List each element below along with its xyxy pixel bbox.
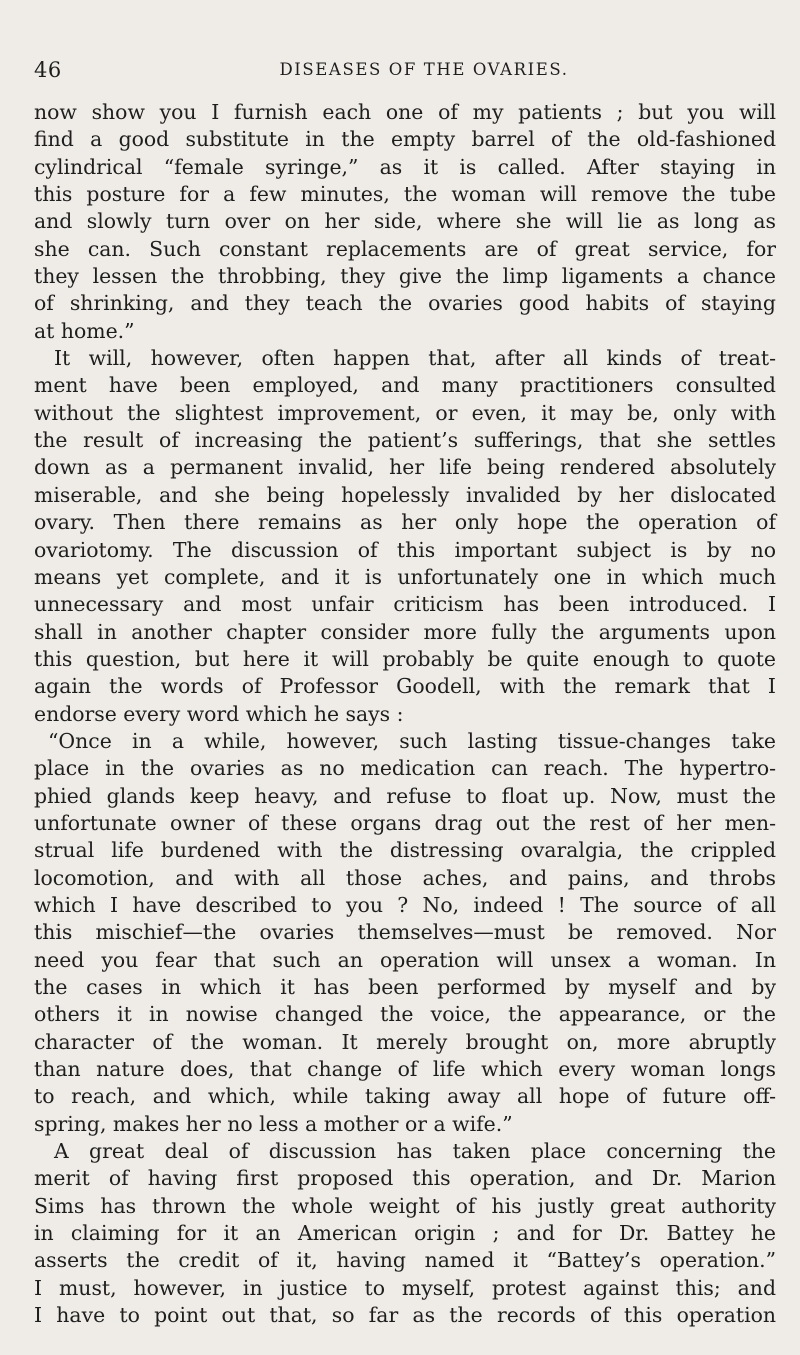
text-line: and slowly turn over on her side, where she will lie as long as xyxy=(34,209,776,234)
text-line: at home.” xyxy=(34,318,135,343)
text-line: merit of having first proposed this operation, and Dr. Marion xyxy=(34,1166,776,1191)
text-line: asserts the credit of it, having named it “Battey’s operation.” xyxy=(34,1248,776,1273)
text-line: others it in nowise changed the voice, the appearance, or the xyxy=(34,1002,776,1027)
text-line: strual life burdened with the distressing ovaralgia, the crippled xyxy=(34,838,776,863)
text-line: place in the ovaries as no medication can reach. The hypertro- xyxy=(34,756,776,781)
page-number: 46 xyxy=(34,58,62,82)
text-line: she can. Such constant replacements are of great service, for xyxy=(34,236,776,261)
text-line: the result of increasing the patient’s sufferings, that she settles xyxy=(34,428,776,453)
text-line: unnecessary and most unfair criticism has been introduced. I xyxy=(34,592,776,617)
text-line: miserable, and she being hopelessly invalided by her dislocated xyxy=(34,482,776,507)
text-line: this question, but here it will probably be quite enough to quote xyxy=(34,646,776,671)
text-line: in claiming for it an American origin ; and for Dr. Battey he xyxy=(34,1221,776,1246)
text-line: than nature does, that change of life which every woman longs xyxy=(34,1057,776,1082)
text-line: cylindrical “female syringe,” as it is called. After staying in xyxy=(34,154,776,179)
text-line: this posture for a few minutes, the woman will remove the tube xyxy=(34,182,776,207)
text-line: need you fear that such an operation will unsex a woman. In xyxy=(34,947,776,972)
text-line: unfortunate owner of these organs drag out the rest of her men- xyxy=(34,810,776,835)
running-head-title: DISEASES OF THE OVARIES. xyxy=(279,60,569,79)
text-line: character of the woman. It merely brought on, more abruptly xyxy=(34,1029,776,1054)
text-line: find a good substitute in the empty barrel of the old-fashioned xyxy=(34,127,776,152)
text-line: without the slightest improvement, or even, it may be, only with xyxy=(34,400,776,425)
text-line: I must, however, in justice to myself, protest against this; and xyxy=(34,1275,776,1300)
text-line: down as a permanent invalid, her life being rendered absolutely xyxy=(34,455,776,480)
text-line: they lessen the throbbing, they give the limp ligaments a chance xyxy=(34,264,776,289)
running-head xyxy=(34,58,774,86)
text-line: A great deal of discussion has taken place concerning the xyxy=(54,1139,776,1164)
text-line: to reach, and which, while taking away all hope of future off- xyxy=(34,1084,776,1109)
text-line: ovariotomy. The discussion of this important subject is by no xyxy=(34,537,776,562)
text-line: “Once in a while, however, such lasting tissue-changes take xyxy=(48,728,776,753)
text-line: phied glands keep heavy, and refuse to float up. Now, must the xyxy=(34,783,776,808)
text-line: ment have been employed, and many practitioners consulted xyxy=(34,373,776,398)
text-line: again the words of Professor Goodell, with the remark that I xyxy=(34,674,776,699)
text-line: this mischief—the ovaries themselves—must be removed. Nor xyxy=(34,920,776,945)
text-line: Sims has thrown the whole weight of his justly great authority xyxy=(34,1193,776,1218)
text-line: spring, makes her no less a mother or a wife.” xyxy=(34,1111,513,1136)
text-line: It will, however, often happen that, after all kinds of treat- xyxy=(54,346,776,371)
text-line: means yet complete, and it is unfortunately one in which much xyxy=(34,564,776,589)
text-line: of shrinking, and they teach the ovaries good habits of staying xyxy=(34,291,776,316)
text-line: ovary. Then there remains as her only hope the operation of xyxy=(34,510,776,535)
text-line: the cases in which it has been performed by myself and by xyxy=(34,975,776,999)
text-line: I have to point out that, so far as the records of this operation xyxy=(34,1303,776,1328)
text-line: locomotion, and with all those aches, and pains, and throbs xyxy=(34,865,776,890)
text-line: which I have described to you ? No, indeed ! The source of all xyxy=(34,892,776,917)
text-line: now show you I furnish each one of my patients ; but you will xyxy=(34,100,776,124)
text-line: endorse every word which he says : xyxy=(34,701,404,726)
text-line: shall in another chapter consider more fully the arguments upon xyxy=(34,619,776,644)
body-text xyxy=(34,99,776,1329)
